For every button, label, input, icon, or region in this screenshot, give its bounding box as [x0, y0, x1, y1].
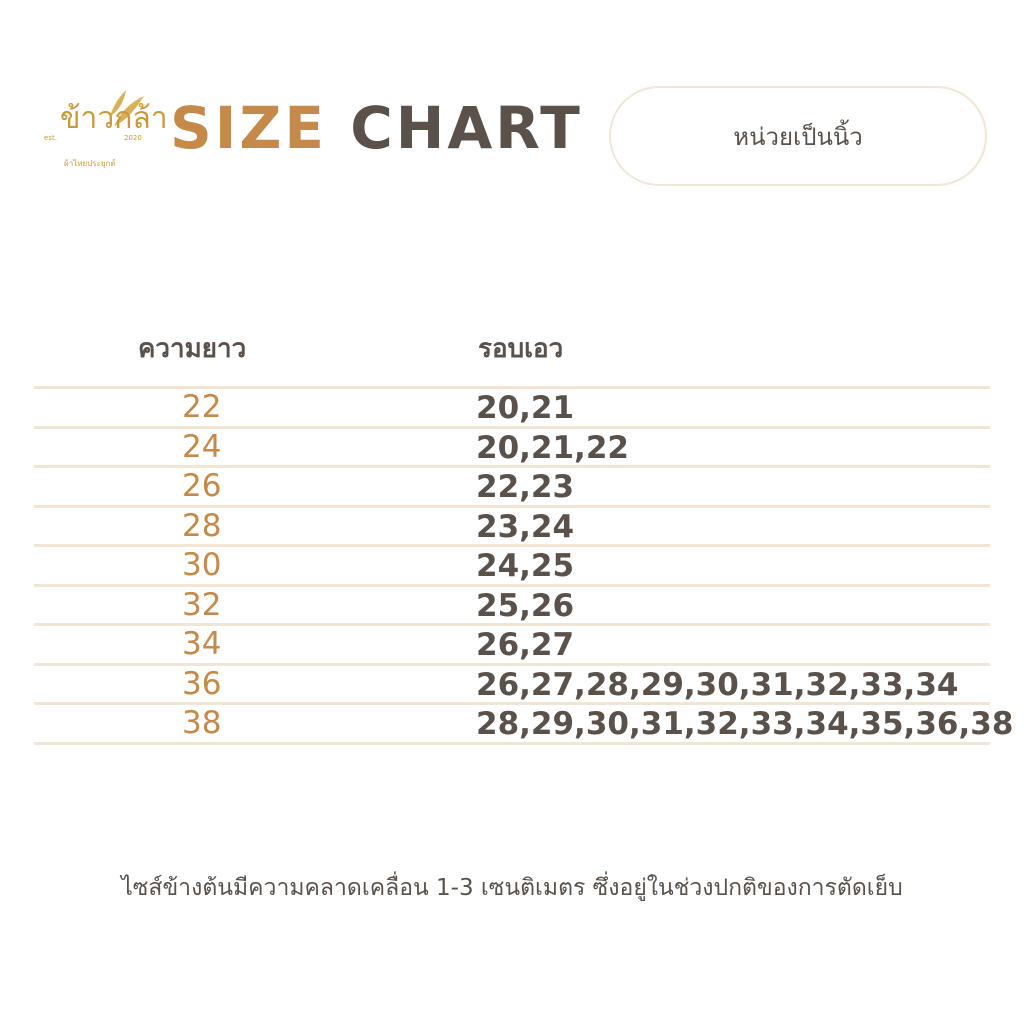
header-waist: รอบเอว [478, 334, 564, 364]
table-row [34, 389, 990, 429]
cell-waist: 26,27 [476, 627, 575, 663]
header-length: ความยาว [138, 334, 247, 364]
cell-waist: 20,21 [476, 390, 575, 426]
table-header [34, 324, 990, 386]
cell-length: 28 [182, 507, 222, 544]
cell-length: 32 [182, 586, 222, 623]
logo-text-small: ผ้าไทยประยุกต์ [64, 159, 116, 168]
unit-label: หน่วยเป็นนิ้ว [733, 122, 863, 151]
table-body [34, 386, 1014, 745]
cell-waist: 20,21,22 [476, 429, 629, 466]
cell-waist: 25,26 [476, 587, 575, 624]
logo-left-mark: est. [44, 134, 57, 142]
footnote: ไซส์ข้างต้นมีความคลาดเคลื่อน 1-3 เซนติเมตร ซึ่งอยู่ในช่วงปกติของการตัดเย็บ [121, 875, 903, 901]
cell-length: 22 [182, 389, 222, 425]
brand-logo [44, 86, 168, 170]
table-row [34, 508, 990, 548]
logo-right-mark: 2020 [124, 134, 142, 142]
size-table [34, 324, 1014, 745]
table-row [34, 626, 990, 666]
table-row [34, 666, 990, 706]
cell-waist: 23,24 [476, 508, 575, 545]
page-title [170, 92, 583, 164]
cell-waist: 24,25 [476, 548, 575, 584]
title-word-chart: CHART [350, 94, 583, 162]
table-row [34, 429, 990, 469]
title-word-size: SIZE [170, 94, 328, 162]
cell-length: 34 [182, 626, 222, 662]
cell-waist: 26,27,28,29,30,31,32,33,34 [476, 666, 959, 703]
cell-length: 38 [182, 705, 222, 741]
brand-logo-graphic [44, 86, 168, 170]
cell-length: 36 [182, 665, 222, 702]
table-row [34, 547, 990, 587]
unit-badge [609, 86, 987, 186]
cell-length: 26 [182, 468, 222, 504]
cell-length: 24 [182, 428, 222, 465]
cell-waist: 28,29,30,31,32,33,34,35,36,38 [476, 706, 1014, 742]
cell-length: 30 [182, 547, 222, 583]
logo-text-main: ข้าวกล้า [60, 101, 168, 136]
table-row [34, 468, 990, 508]
table-row [34, 587, 990, 627]
cell-waist: 22,23 [476, 469, 575, 505]
table-row [34, 705, 1014, 745]
